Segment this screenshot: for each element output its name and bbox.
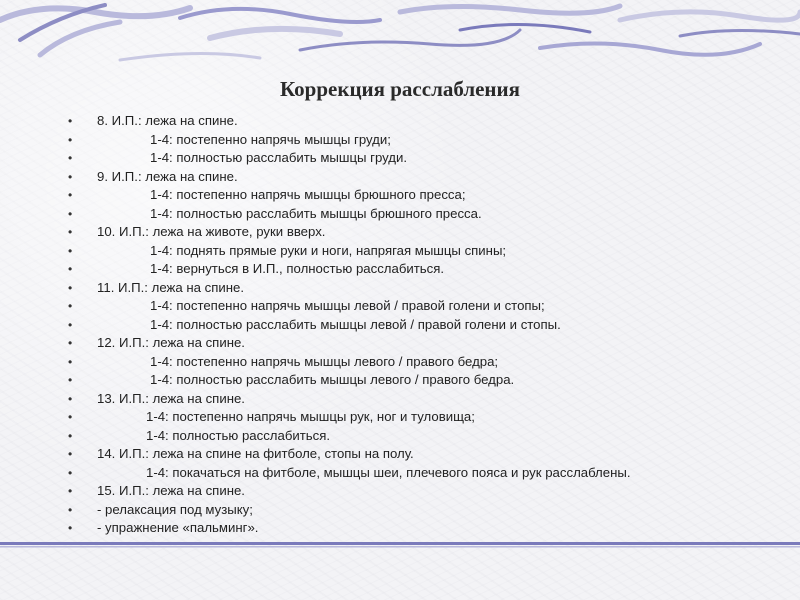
list-item-text: 1-4: постепенно напрячь мышцы груди; xyxy=(150,131,391,147)
list-item-text: 10. И.П.: лежа на животе, руки вверх. xyxy=(97,224,326,239)
bullet-icon: • xyxy=(68,188,73,202)
bullet-icon: • xyxy=(68,447,73,461)
decorative-top-border xyxy=(0,0,800,68)
list-item-text: 14. И.П.: лежа на спине на фитболе, стопы на полу. xyxy=(97,446,414,461)
list-item-text: 1-4: поднять прямые руки и ноги, напрягая мышцы спины; xyxy=(150,242,507,258)
list-item-text: 1-4: полностью расслабить мышцы левого / правого бедра. xyxy=(150,372,515,387)
bullet-icon: • xyxy=(68,336,73,350)
list-item-text: 1-4: постепенно напрячь мышцы левой / правой голени и стопы; xyxy=(150,298,545,313)
bullet-icon: • xyxy=(68,132,73,147)
bullet-icon: • xyxy=(68,484,73,498)
bullet-icon: • xyxy=(68,299,73,313)
slide-title: Коррекция расслабления xyxy=(279,77,520,101)
list-item-text: 8. И.П.: лежа на спине. xyxy=(97,113,238,128)
list-item-text: 1-4: покачаться на фитболе, мышцы шеи, плечевого пояса и рук расслаблены. xyxy=(146,464,631,480)
bullet-icon: • xyxy=(68,151,73,165)
list-item-text: 1-4: вернуться в И.П., полностью расслабиться. xyxy=(150,261,445,276)
list-item-text: 11. И.П.: лежа на спине. xyxy=(97,279,244,295)
list-item-text: 15. И.П.: лежа на спине. xyxy=(97,483,245,498)
list-item-text: - упражнение «пальминг». xyxy=(97,520,259,535)
bullet-icon: • xyxy=(68,354,73,369)
bullet-icon: • xyxy=(68,280,73,295)
bullet-icon: • xyxy=(68,114,73,128)
bullet-icon: • xyxy=(68,502,73,517)
list-item-text: 1-4: полностью расслабить мышцы левой / правой голени и стопы. xyxy=(150,316,561,332)
decorative-divider xyxy=(0,540,800,550)
list-item-text: 12. И.П.: лежа на спине. xyxy=(97,335,245,350)
list-item-text: 1-4: полностью расслабить мышцы брюшного пресса. xyxy=(150,205,482,221)
list-item-text: 1-4: постепенно напрячь мышцы рук, ног и туловища; xyxy=(146,409,475,424)
list-item-text: - релаксация под музыку; xyxy=(97,501,253,517)
list-item-text: 1-4: постепенно напрячь мышцы брюшного пресса; xyxy=(150,187,466,202)
list-item-text: 1-4: полностью расслабиться. xyxy=(146,427,331,443)
bullet-icon: • xyxy=(68,521,73,535)
bullet-icon: • xyxy=(68,373,73,387)
bullet-icon: • xyxy=(68,225,73,239)
bullet-icon: • xyxy=(68,206,73,221)
bullet-icon: • xyxy=(68,262,73,276)
list-item-text: 1-4: постепенно напрячь мышцы левого / правого бедра; xyxy=(150,353,499,369)
bullet-icon: • xyxy=(68,391,73,406)
bullet-icon: • xyxy=(68,465,73,480)
bullet-icon: • xyxy=(68,169,73,184)
bullet-icon: • xyxy=(68,317,73,332)
bullet-icon: • xyxy=(68,243,73,258)
bullet-icon: • xyxy=(68,428,73,443)
list-item-text: 13. И.П.: лежа на спине. xyxy=(97,390,245,406)
bullet-icon: • xyxy=(68,410,73,424)
list-item-text: 1-4: полностью расслабить мышцы груди. xyxy=(150,150,408,165)
list-item-text: 9. И.П.: лежа на спине. xyxy=(97,168,238,184)
